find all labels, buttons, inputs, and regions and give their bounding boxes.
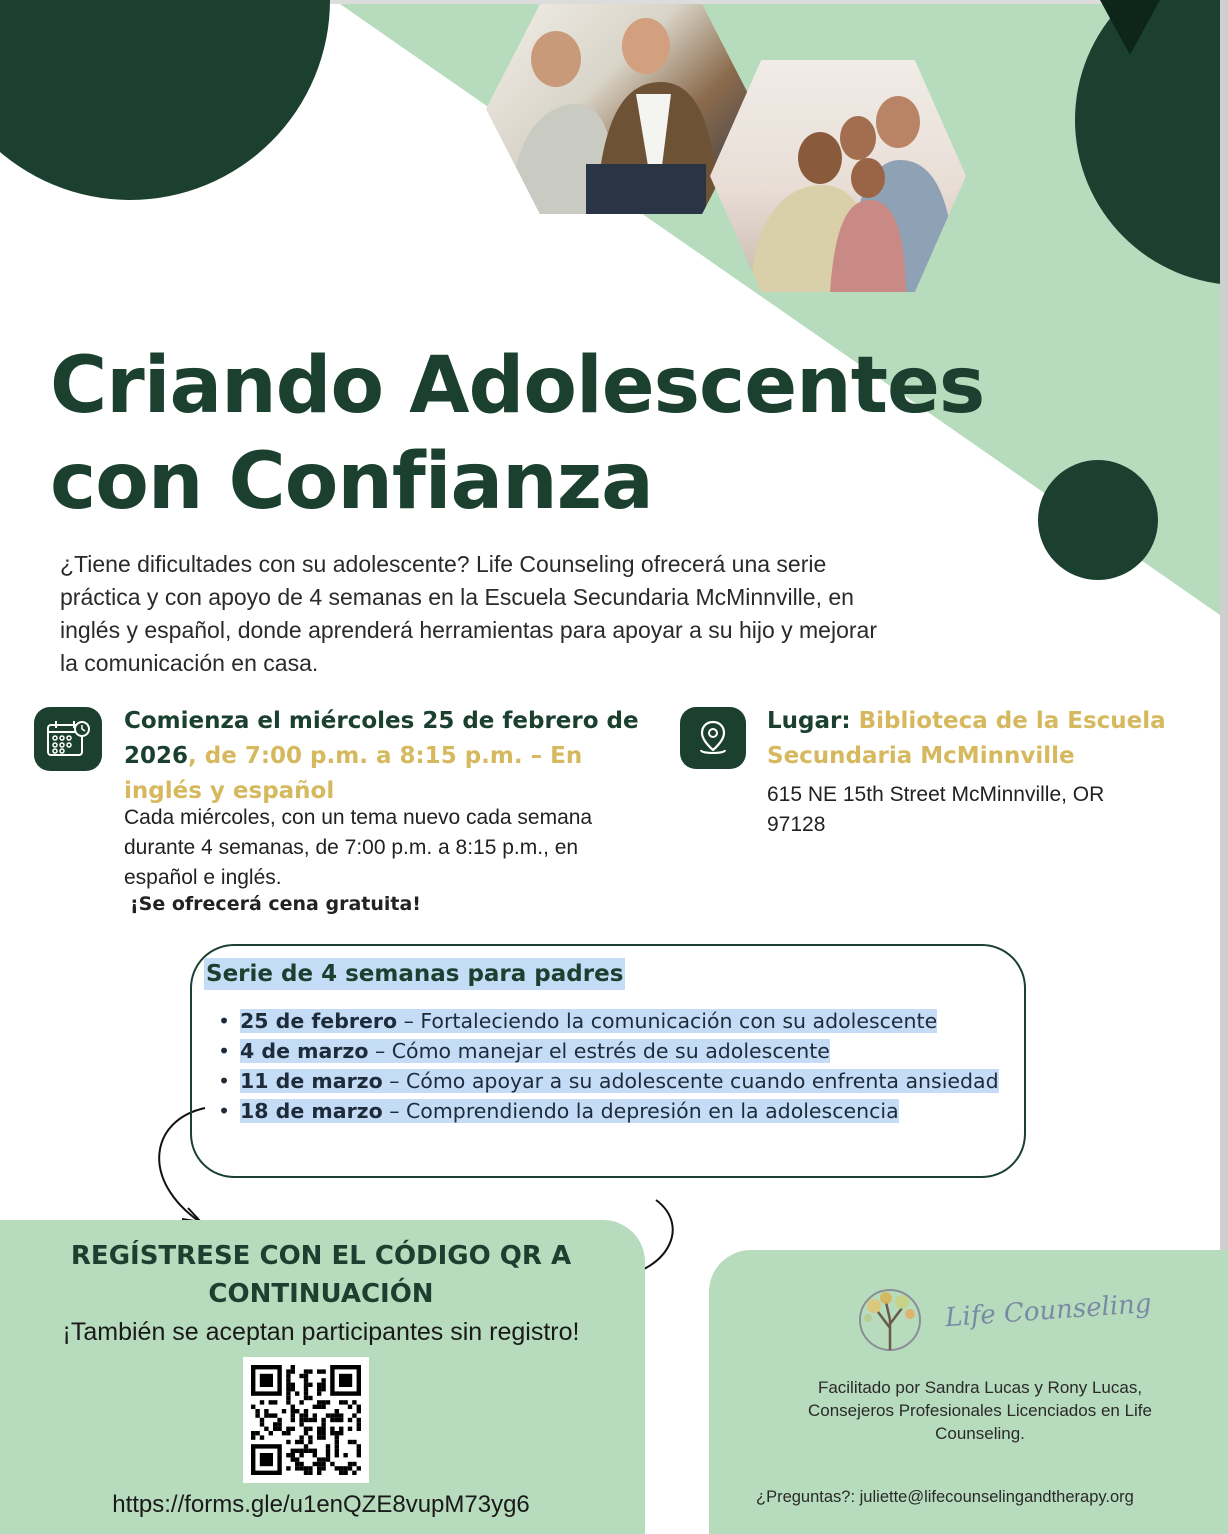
series-item-date: 11 de marzo [240, 1069, 383, 1093]
series-item: • 18 de marzo – Comprendiendo la depresión en la adolescencia [218, 1099, 899, 1123]
free-dinner-note: ¡Se ofrecerá cena gratuita! [130, 893, 421, 915]
start-date-heading [124, 704, 644, 809]
tree-icon [840, 1280, 940, 1360]
start-date: Comienza el miércoles 25 de febrero de 2026 [124, 708, 639, 769]
series-item-topic: – Cómo manejar el estrés de su adolescente [368, 1039, 830, 1063]
registration-heading: REGÍSTRESE CON EL CÓDIGO QR A CONTINUACIÓN [70, 1241, 572, 1309]
walk-ins-note: ¡También se aceptan participantes sin registro! [62, 1318, 580, 1346]
page-title [50, 338, 984, 530]
registration-link[interactable]: https://forms.gle/u1enQZE8vupM73yg6 [112, 1491, 530, 1518]
venue-label: Lugar: [767, 708, 851, 734]
series-item-date: 18 de marzo [240, 1099, 383, 1123]
schedule-description: Cada miércoles, con un tema nuevo cada semana durante 4 semanas, de 7:00 p.m. a 8:15 p.m., en español e inglés. [124, 806, 593, 889]
series-item-date: 25 de febrero [240, 1009, 398, 1033]
calendar-icon [34, 707, 102, 771]
title-line-2: con Confianza [50, 437, 653, 527]
title-line-1: Criando Adolescentes [50, 341, 985, 431]
location-pin-icon [680, 707, 746, 769]
facilitator-text: Facilitado por Sandra Lucas y Rony Lucas, Consejeros Profesionales Licenciados en Life Counseling. [808, 1378, 1152, 1443]
series-item: • 25 de febrero – Fortaleciendo la comunicación con su adolescente [218, 1009, 938, 1033]
series-list [214, 1006, 1014, 1126]
registration-qr-code[interactable] [243, 1357, 369, 1483]
series-item-topic: – Comprendiendo la depresión en la adolescencia [382, 1099, 899, 1123]
start-time-language: , de 7:00 p.m. a 8:15 p.m. – En inglés y español [124, 743, 583, 804]
intro-paragraph: ¿Tiene dificultades con su adolescente? Life Counseling ofrecerá una serie práctica y con apoyo de 4 semanas en la Escuela Secundaria McMinnville, en inglés y español, donde aprenderá herramientas para apoyar a su hijo y mejorar la comunicación en casa. [60, 551, 877, 676]
series-item: • 4 de marzo – Cómo manejar el estrés de su adolescente [218, 1039, 830, 1063]
questions-contact[interactable]: ¿Preguntas?: juliette@lifecounselingandtherapy.org [756, 1488, 1134, 1506]
logo-wordmark: Life Counseling [944, 1288, 1153, 1334]
series-item-topic: – Cómo apoyar a su adolescente cuando enfrenta ansiedad [382, 1069, 999, 1093]
series-item-date: 4 de marzo [240, 1039, 369, 1063]
series-title: Serie de 4 semanas para padres [204, 958, 625, 990]
photo-family-group [710, 60, 966, 292]
venue-name: Biblioteca de la Escuela Secundaria McMinnville [767, 708, 1166, 769]
venue-heading [767, 704, 1207, 774]
series-item: • 11 de marzo – Cómo apoyar a su adolescente cuando enfrenta ansiedad [218, 1069, 999, 1093]
venue-address: 615 NE 15th Street McMinnville, OR 97128 [767, 783, 1105, 836]
series-item-topic: – Fortaleciendo la comunicación con su adolescente [397, 1009, 938, 1033]
